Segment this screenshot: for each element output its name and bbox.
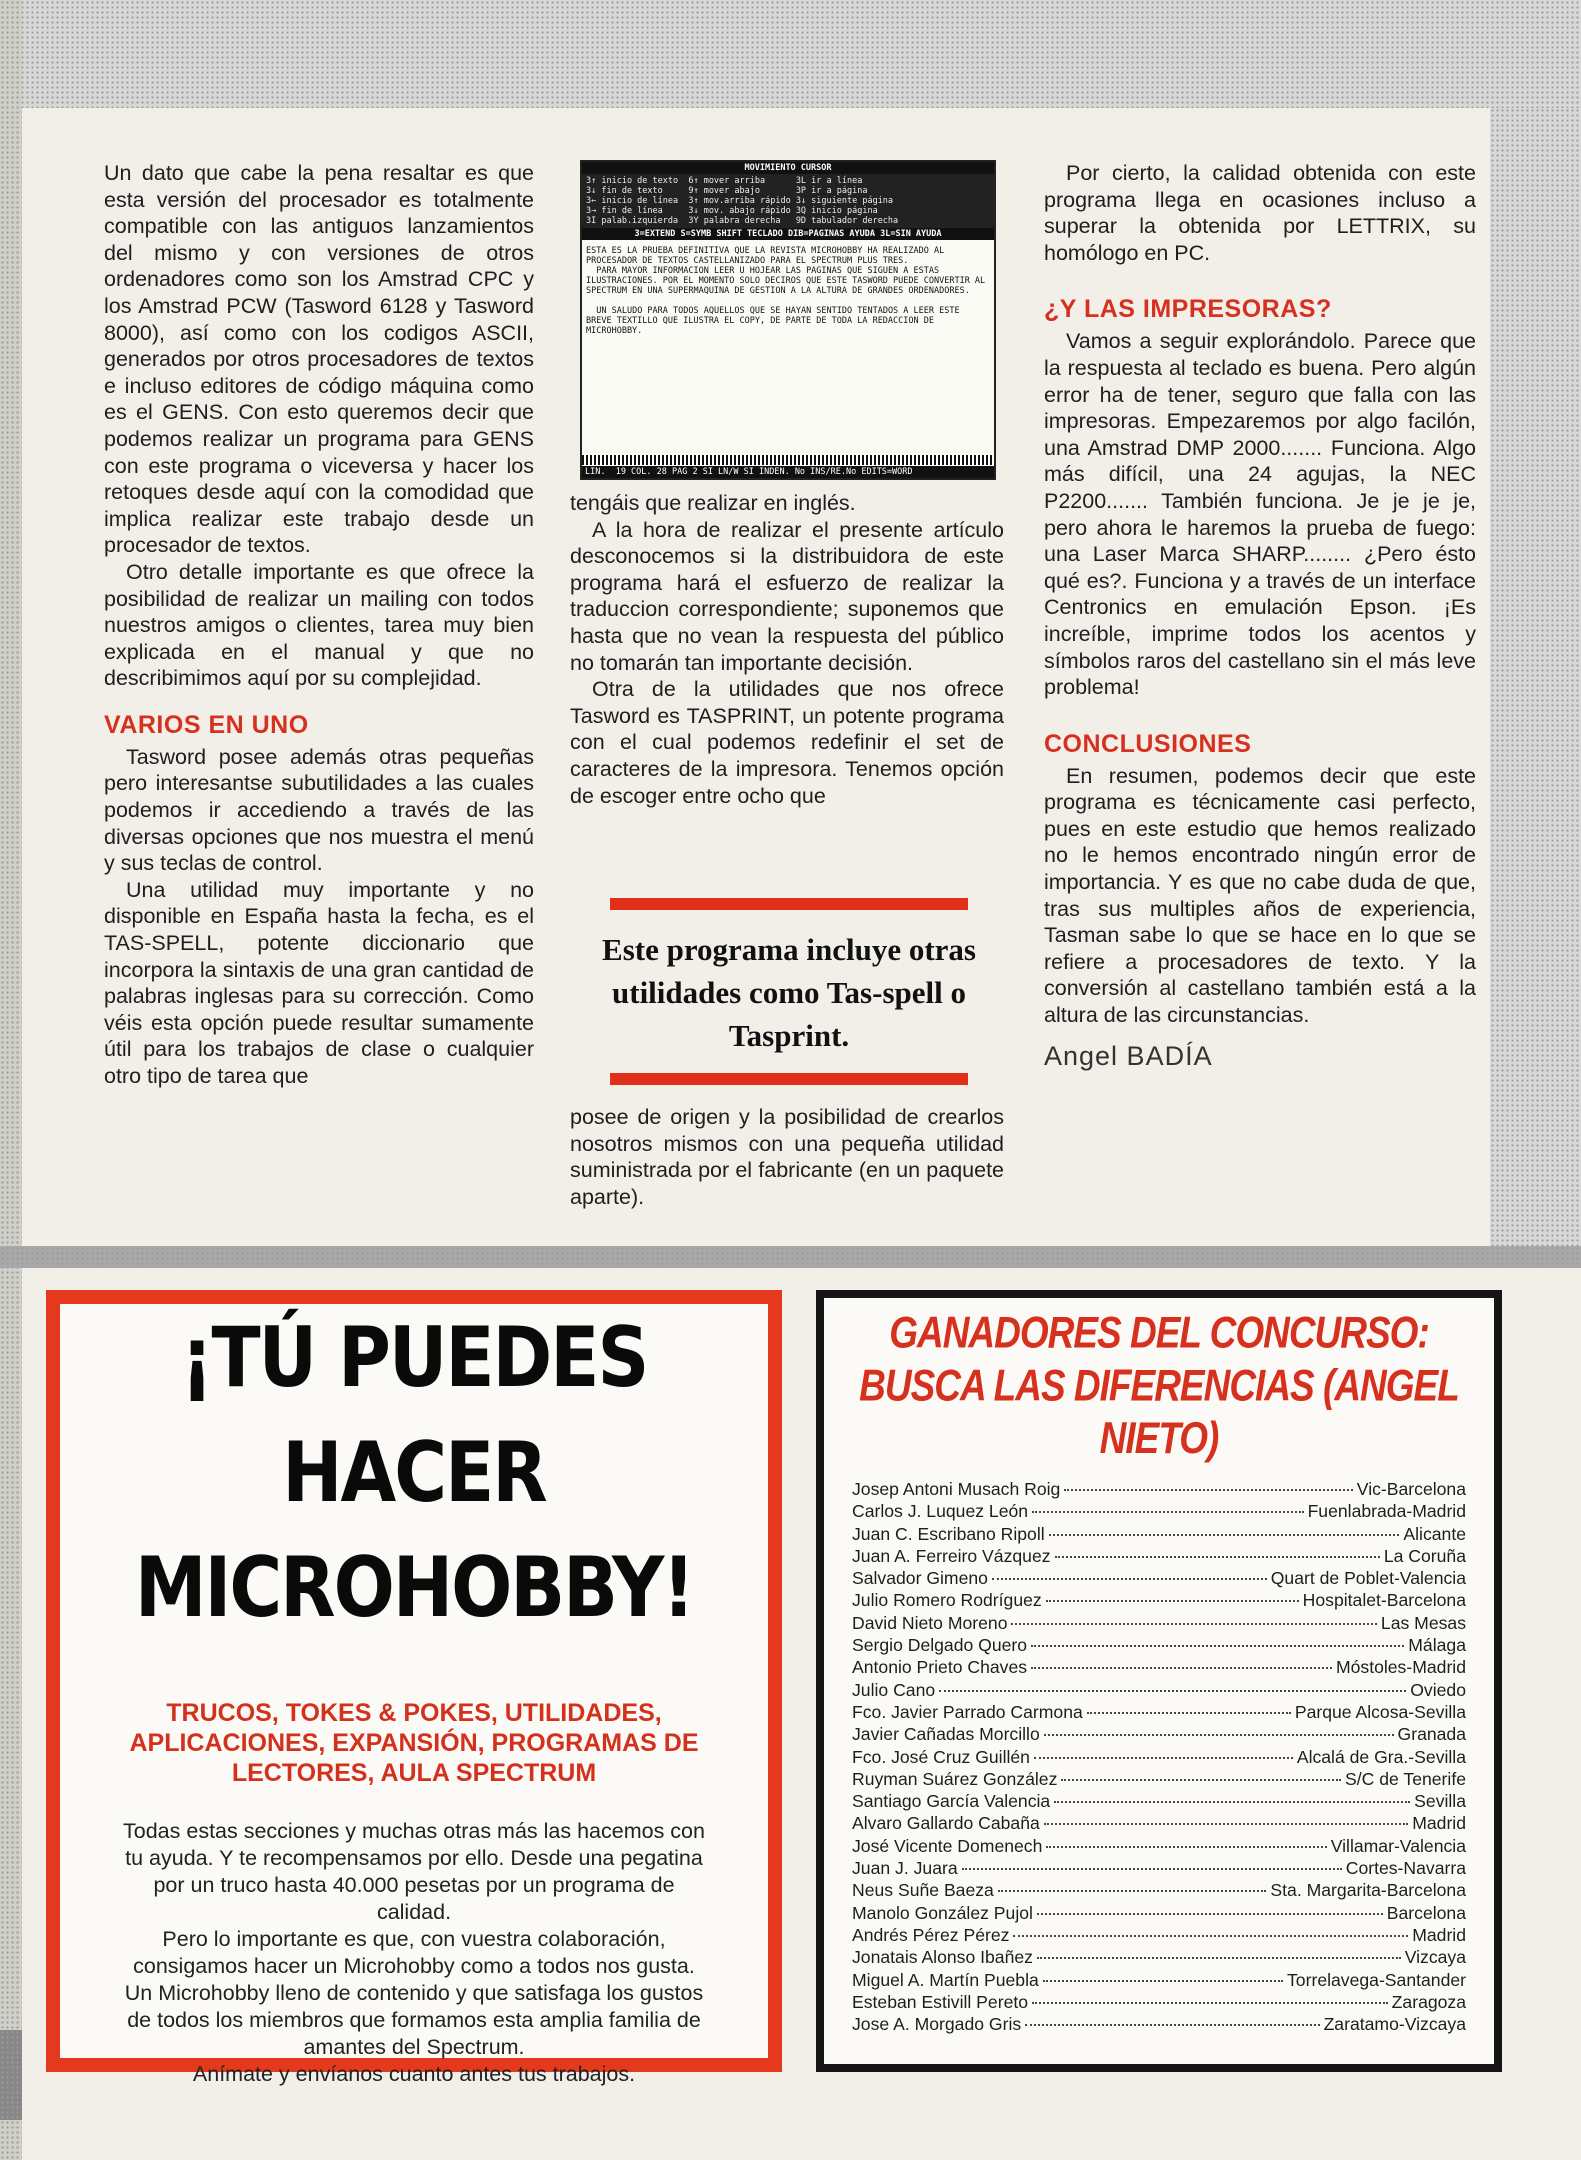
winner-row xyxy=(852,1902,1466,1924)
winner-name: Julio Romero Rodríguez xyxy=(852,1590,1042,1611)
winner-name: Javier Cañadas Morcillo xyxy=(852,1724,1040,1745)
winner-row xyxy=(852,1790,1466,1812)
winner-row xyxy=(852,1589,1466,1611)
winner-place: Fuenlabrada-Madrid xyxy=(1307,1501,1466,1522)
screenshot-body-text: ESTA ES LA PRUEBA DEFINITIVA QUE LA REVISTA MICROHOBBY HA REALIZADO AL PROCESADOR DE TEXTOS CASTELLANIZADO PARA EL SPECTRUM PLUS TRES. PARA MAYOR INFORMACION LEER U HOJEAR LAS PAGINAS QUE SIGUEN A ESTAS ILUSTRACIONES. POR EL MOMENTO SOLO DECIROS QUE ESTE TASWORD PUEDE CONVERTIR AL SPECTRUM EN UNA SUPERMAQUINA DE GESTION A LA ALTURA DE GRANDES ORDENADORES. UN SALUDO PARA TODOS AQUELLOS QUE SE HAYAN SENTIDO TENTADOS A LEER ESTE BREVE TEXTILLO QUE ILUSTRA EL COPY, DE PARTE DE TODA LA REDACCION DE MICROHOBBY. xyxy=(586,246,986,336)
leader-dots xyxy=(1032,2002,1388,2004)
winner-row xyxy=(852,1746,1466,1768)
leader-dots xyxy=(1055,1556,1380,1558)
paragraph: Otra de la utilidades que nos ofrece Tasword es TASPRINT, un potente programa con el cual podemos redefinir el set de caracteres de la impresora. Tenemos opción de escoger entre ocho que xyxy=(570,677,1004,808)
leader-dots xyxy=(1044,1823,1408,1825)
winner-row xyxy=(852,1723,1466,1745)
promo-body xyxy=(120,1818,708,2088)
pull-quote-text: Este programa incluye otras utilidades como Tas-spell o Tasprint. xyxy=(602,932,976,1053)
winner-name: Juan J. Juara xyxy=(852,1858,958,1879)
screenshot-title: MOVIMIENTO CURSOR xyxy=(582,162,994,174)
leader-dots xyxy=(1025,2024,1319,2026)
winner-name: Fco. Javier Parrado Carmona xyxy=(852,1701,1083,1722)
winner-place: Sta. Margarita-Barcelona xyxy=(1270,1880,1466,1901)
winner-name: Carlos J. Luquez León xyxy=(852,1501,1029,1522)
article-column-3 xyxy=(1044,160,1476,1069)
leader-dots xyxy=(998,1890,1267,1892)
leader-dots xyxy=(1032,1511,1304,1513)
pull-quote xyxy=(590,898,988,1085)
halftone-top-band xyxy=(0,0,1581,108)
winner-row xyxy=(852,2013,1466,2035)
winner-row xyxy=(852,1835,1466,1857)
promo-inner xyxy=(60,1304,768,2086)
winner-place: Zaragoza xyxy=(1391,1991,1466,2012)
section-divider-band xyxy=(0,1246,1581,1268)
leader-dots xyxy=(1013,1935,1408,1937)
winner-row xyxy=(852,1812,1466,1834)
winner-name: Ruyman Suárez González xyxy=(852,1768,1058,1789)
winner-place: Barcelona xyxy=(1386,1902,1466,1923)
leader-dots xyxy=(1046,1600,1299,1602)
promo-sections-list: TRUCOS, TOKES & POKES, UTILIDADES, APLICACIONES, EXPANSIÓN, PROGRAMAS DE LECTORES, AULA SPECTRUM xyxy=(129,1699,699,1787)
promo-title-line1: ¡TÚ PUEDES HACER xyxy=(180,1308,648,1521)
halftone-right-band xyxy=(1490,108,1581,1248)
leader-dots xyxy=(1031,1645,1404,1647)
paragraph: Un dato que cabe la pena resaltar es que esta versión del procesador es totalmente compatible con las antiguos lanzamientos del mismo y con versiones de otros ordenadores como son los Amstrad CPC y los Amstrad PCW (Tasword 6128 y Tasword 8000), así como con los codigos ASCII, generados por otros procesadores de textos e incluso editores de código máquina como es el GENS. Con esto queremos decir que podemos realizar un programa para GENS con este programa o viceversa y hacer los retoques desde aquí con la comodidad que implica realizar este trabajo desde un procesador de textos. xyxy=(104,161,534,558)
section-heading-conclusiones: CONCLUSIONES xyxy=(1044,729,1252,758)
winner-name: Antonio Prieto Chaves xyxy=(852,1657,1028,1678)
screenshot-menu-row: 3↓ fin de texto 9↑ mover abajo 3P ir a página xyxy=(586,186,868,196)
leader-dots xyxy=(1046,1846,1326,1848)
leader-dots xyxy=(962,1868,1342,1870)
winner-row xyxy=(852,1768,1466,1790)
winner-name: Miguel A. Martín Puebla xyxy=(852,1969,1039,1990)
winner-place: La Coruña xyxy=(1383,1545,1466,1566)
winner-name: Juan C. Escribano Ripoll xyxy=(852,1523,1045,1544)
winner-name: Julio Cano xyxy=(852,1679,936,1700)
winners-inner xyxy=(824,1298,1494,2064)
promo-title xyxy=(60,1300,768,1645)
leader-dots xyxy=(1087,1712,1291,1714)
winner-place: Vic-Barcelona xyxy=(1356,1479,1466,1499)
winner-row xyxy=(852,1924,1466,1946)
winner-place: Madrid xyxy=(1412,1924,1466,1945)
winner-name: Neus Suñe Baeza xyxy=(852,1880,994,1901)
winner-place: Cortes-Navarra xyxy=(1345,1858,1466,1879)
winner-place: Madrid xyxy=(1412,1813,1466,1834)
bottom-left-edge-mark xyxy=(0,2030,22,2120)
leader-dots xyxy=(1061,1779,1341,1781)
leader-dots xyxy=(1037,1913,1383,1915)
article-column-2 xyxy=(570,490,1004,809)
leader-dots xyxy=(1031,1667,1332,1669)
paragraph: A la hora de realizar el presente artículo desconocemos si la distribuidora de este programa hará el esfuerzo de realizar la traduccion correspondiente; suponemos que hasta que no vean la respuesta del público no tomarán tan importante decisión. xyxy=(570,517,1004,675)
screenshot-ruler xyxy=(582,455,994,465)
winner-place: Oviedo xyxy=(1410,1679,1466,1700)
winner-place: Alicante xyxy=(1403,1523,1466,1544)
tasword-screenshot xyxy=(580,160,996,480)
paragraph: Una utilidad muy importante y no disponible en España hasta la fecha, es el TAS-SPELL, potente diccionario que incorpora la sintaxis de una gran cantidad de palabras inglesas para su corrección. Como véis esta opción puede resultar sumamente útil para los trabajos de clase o cualquier otro tipo de tarea que xyxy=(104,877,534,1088)
winners-title-line1: GANADORES DEL CONCURSO: xyxy=(889,1308,1429,1358)
leader-dots xyxy=(939,1690,1406,1692)
winner-name: Jonatais Alonso Ibañez xyxy=(852,1947,1033,1968)
promo-paragraph: Pero lo importante es que, con vuestra colaboración, consigamos hacer un Microhobby como a todos nos gusta. Un Microhobby lleno de contenido y que satisfaga los gustos de todos los miembros que formamos esta amplia familia de amantes del Spectrum. xyxy=(124,1927,704,2059)
leader-dots xyxy=(1049,1534,1400,1536)
winner-row xyxy=(852,1679,1466,1701)
winner-place: S/C de Tenerife xyxy=(1345,1768,1466,1789)
pull-quote-rule-top xyxy=(610,898,968,910)
winner-name: Sergio Delgado Quero xyxy=(852,1635,1028,1656)
winner-row xyxy=(852,1701,1466,1723)
section-heading-impresoras: ¿Y LAS IMPRESORAS? xyxy=(1044,295,1332,324)
winner-name: José Vicente Domenech xyxy=(852,1835,1043,1856)
screenshot-menu-row: 3↑ inicio de texto 6↑ mover arriba 3L ir a línea xyxy=(586,176,863,186)
left-edge-strip xyxy=(0,0,22,2160)
winner-place: Torrelavega-Santander xyxy=(1287,1969,1466,1990)
promo-title-line2: MICROHOBBY! xyxy=(134,1538,694,1636)
paragraph: tengáis que realizar en inglés. xyxy=(570,491,856,515)
paragraph: Por cierto, la calidad obtenida con este programa llega en ocasiones incluso a superar la obtenida por LETTRIX, su homólogo en PC. xyxy=(1044,161,1476,265)
winner-place: Villamar-Valencia xyxy=(1330,1835,1466,1856)
winner-row xyxy=(852,1612,1466,1634)
winner-place: Parque Alcosa-Sevilla xyxy=(1294,1701,1466,1722)
screenshot-menu-row: 3→ fin de línea 3↓ mov. abajo rápido 3Q inicio página xyxy=(586,206,878,216)
winner-name: Santiago García Valencia xyxy=(852,1791,1051,1812)
winner-name: Manolo González Pujol xyxy=(852,1902,1033,1923)
winners-title xyxy=(852,1307,1466,1465)
leader-dots xyxy=(1054,1801,1410,1803)
winner-place: Granada xyxy=(1397,1724,1466,1745)
winner-name: Josep Antoni Musach Roig xyxy=(852,1479,1061,1499)
leader-dots xyxy=(1034,1757,1293,1759)
winner-name: Salvador Gimeno xyxy=(852,1568,988,1589)
winner-place: Las Mesas xyxy=(1380,1612,1466,1633)
winner-place: Alcalá de Gra.-Sevilla xyxy=(1296,1746,1466,1767)
winner-name: Fco. José Cruz Guillén xyxy=(852,1746,1030,1767)
paragraph: En resumen, podemos decir que este programa es técnicamente casi perfecto, pues en este estudio que hemos realizado no le hemos encontrado ningún error de importancia. Y es que no cabe duda de que, tras sus multiples años de experiencia, Tasman sabe lo que se hace en lo que se refiere a procesadores de texto. Y la conversión al castellano también está a la altura de las circunstancias. xyxy=(1044,763,1476,1028)
winner-row xyxy=(852,1545,1466,1567)
leader-dots xyxy=(1044,1734,1394,1736)
winner-row xyxy=(852,1478,1466,1500)
winner-row xyxy=(852,1523,1466,1545)
winner-name: Juan A. Ferreiro Vázquez xyxy=(852,1545,1051,1566)
article-column-2-continued xyxy=(570,1104,1004,1210)
screenshot-menu xyxy=(582,174,994,228)
article-column-1 xyxy=(104,160,534,1090)
promo-paragraph: Anímate y envíanos cuanto antes tus trabajos. xyxy=(192,2062,636,2086)
screenshot-status-line: LIN. 19 COL. 28 PAG 2 SI LN/W SI INDEN. No INS/RE.No EDITS=WORD xyxy=(582,466,994,478)
screenshot-menu-row: 3I palab.izquierda 3Y palabra derecha 9D tabulador derecha xyxy=(586,216,899,226)
promo-paragraph: Todas estas secciones y muchas otras más las hacemos con tu ayuda. Y te recompensamos por ello. Desde una pegatina por un truco hasta 40.000 pesetas por un programa de calidad. xyxy=(123,1819,705,1924)
winner-name: Esteban Estivill Pereto xyxy=(852,1991,1029,2012)
winner-place: Vizcaya xyxy=(1404,1947,1466,1968)
winners-title-line2: BUSCA LAS DIFERENCIAS (ANGEL NIETO) xyxy=(859,1360,1459,1463)
winner-name: David Nieto Moreno xyxy=(852,1612,1008,1633)
paragraph: Otro detalle importante es que ofrece la posibilidad de realizar un mailing con todos nuestros amigos o clientes, tarea muy bien explicada en el manual y que no describimimos aquí por su complejidad. xyxy=(104,559,534,691)
paragraph: posee de origen y la posibilidad de crearlos nosotros mismos con una pequeña utilidad suministrada por el fabricante (en un paquete aparte). xyxy=(570,1105,1004,1209)
winner-place: Quart de Poblet-Valencia xyxy=(1270,1568,1466,1589)
leader-dots xyxy=(1037,1957,1401,1959)
leader-dots xyxy=(1011,1623,1376,1625)
screenshot-menu-bar: 3=EXTEND S=SYMB SHIFT TECLADO DIB=PAGINAS AYUDA 3L=SIN AYUDA xyxy=(582,228,994,240)
paragraph: Vamos a seguir explorándolo. Parece que la respuesta al teclado es buena. Pero algún error ha de tener, seguro que falla con las impresoras. Empezaremos por algo facilón, una Amstrad DMP 2000....... Funciona. Algo más difícil, una 24 agujas, la NEC P2200....... También funciona. Je je je je, pero ahora le haremos la prueba de fuego: una Laser Marca SHARP........ ¿Pero ésto qué es?. Funciona y a través de un interface Centronics en emulación Epson. ¡Es increíble, imprime todos los acentos y símbolos raros del castellano sin el más leve problema! xyxy=(1044,329,1476,700)
winner-name: Jose A. Morgado Gris xyxy=(852,2014,1022,2035)
winner-row xyxy=(852,1500,1466,1522)
winner-row xyxy=(852,1969,1466,1991)
winner-place: Sevilla xyxy=(1414,1791,1466,1812)
pull-quote-rule-bottom xyxy=(610,1073,968,1085)
leader-dots xyxy=(992,1578,1267,1580)
winner-row xyxy=(852,1857,1466,1879)
winner-row xyxy=(852,1879,1466,1901)
leader-dots xyxy=(1064,1489,1352,1491)
screenshot-menu-row: 3← inicio de línea 3↑ mov.arriba rápido 3↓ siguiente página xyxy=(586,196,894,206)
winner-place: Zaratamo-Vizcaya xyxy=(1323,2014,1466,2035)
winners-list xyxy=(852,1478,1466,2035)
winners-box xyxy=(816,1290,1502,2072)
winner-place: Málaga xyxy=(1408,1635,1466,1656)
winner-row xyxy=(852,1946,1466,1968)
section-heading-varios: VARIOS EN UNO xyxy=(104,710,309,739)
paragraph: Tasword posee además otras pequeñas pero interesantse subutilidades a las cuales podemos ir accediendo a través de las diversas opciones que nos muestra el menú y sus teclas de control. xyxy=(104,744,534,876)
winner-place: Hospitalet-Barcelona xyxy=(1302,1590,1466,1611)
winner-row xyxy=(852,1567,1466,1589)
winner-name: Alvaro Gallardo Cabaña xyxy=(852,1813,1040,1834)
winner-row xyxy=(852,1991,1466,2013)
winner-place: Móstoles-Madrid xyxy=(1335,1657,1466,1678)
winner-row xyxy=(852,1634,1466,1656)
promo-box xyxy=(46,1290,782,2086)
winner-row xyxy=(852,1656,1466,1678)
author-signature: Angel BADÍA xyxy=(1044,1040,1213,1071)
leader-dots xyxy=(1043,1980,1283,1982)
winner-name: Andrés Pérez Pérez xyxy=(852,1924,1010,1945)
